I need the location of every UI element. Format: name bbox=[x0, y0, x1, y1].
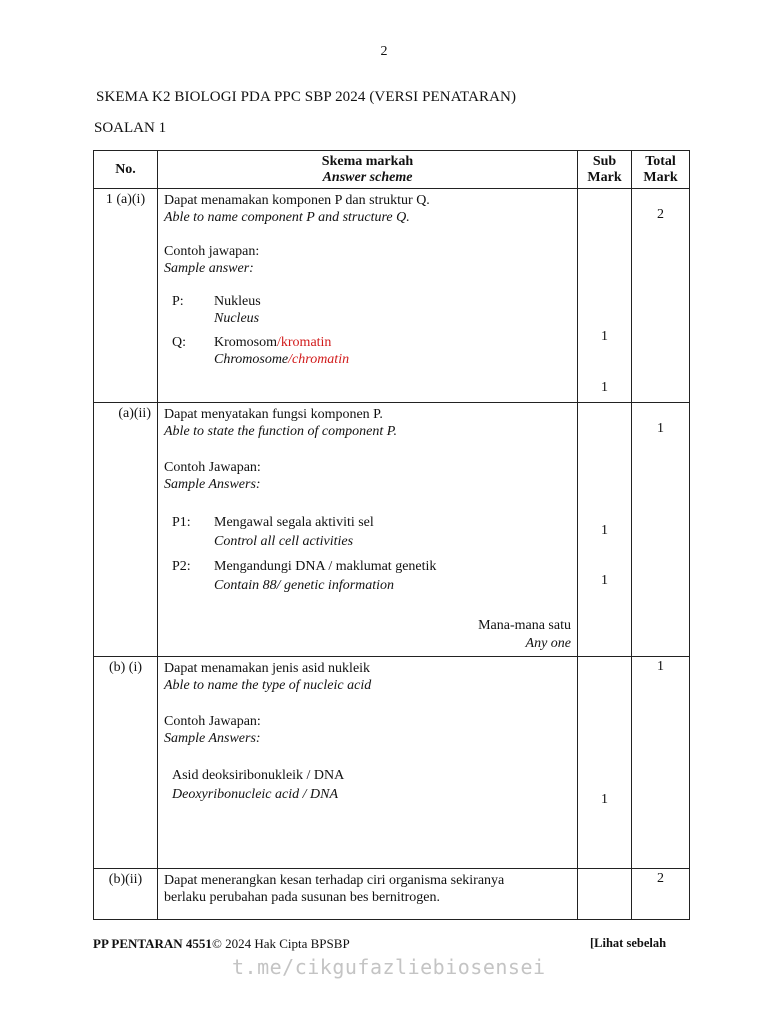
item-en-correction: /chromatin bbox=[288, 352, 350, 367]
answer-scheme-cell bbox=[158, 869, 577, 906]
table-row bbox=[94, 869, 690, 920]
example-en: Sample Answers: bbox=[164, 477, 261, 492]
criterion-ms: Dapat menamakan jenis asid nukleik bbox=[164, 661, 371, 676]
item-label: P1: bbox=[172, 515, 191, 530]
item-en: Control all cell activities bbox=[214, 534, 354, 549]
answer-item bbox=[164, 334, 577, 368]
header-sub-2: Mark bbox=[587, 169, 622, 185]
header-total-2: Mark bbox=[643, 169, 678, 185]
section-heading: SOALAN 1 bbox=[94, 120, 167, 136]
criterion-en: Able to name the type of nucleic acid bbox=[164, 678, 372, 693]
total-mark: 1 bbox=[657, 421, 664, 436]
answer-item bbox=[164, 767, 577, 803]
item-ms: Kromosom bbox=[214, 335, 277, 350]
item-ms: Mengawal segala aktiviti sel bbox=[214, 515, 374, 530]
answer-item bbox=[164, 293, 577, 327]
item-label: P2: bbox=[172, 559, 191, 574]
example-ms: Contoh jawapan: bbox=[164, 244, 260, 259]
header-sub-1: Sub bbox=[592, 153, 617, 169]
answer-item bbox=[164, 514, 577, 550]
any-one-ms: Mana-mana satu bbox=[478, 618, 571, 633]
item-label: Q: bbox=[172, 335, 186, 350]
footer-copyright-text: © 2024 Hak Cipta BPSBP bbox=[211, 936, 350, 951]
example-ms: Contoh Jawapan: bbox=[164, 460, 261, 475]
sub-mark: 1 bbox=[601, 792, 608, 807]
answer-ms: Asid deoksiribonukleik / DNA bbox=[172, 768, 345, 783]
footer-next-page: [Lihat sebelah bbox=[590, 936, 667, 950]
criterion-ms: berlaku perubahan pada susunan bes bernitrogen. bbox=[164, 890, 441, 905]
table-row bbox=[94, 657, 690, 869]
item-ms: Nukleus bbox=[214, 294, 261, 309]
sub-mark: 1 bbox=[601, 329, 608, 344]
item-en: Chromosome bbox=[214, 352, 289, 367]
item-label: P: bbox=[172, 294, 184, 309]
item-en: Contain 88/ genetic information bbox=[214, 578, 395, 593]
total-mark: 2 bbox=[657, 871, 664, 886]
header-total-1: Total bbox=[645, 153, 676, 169]
item-en: Nucleus bbox=[214, 311, 260, 326]
answer-en: Deoxyribonucleic acid / DNA bbox=[172, 787, 339, 802]
header-scheme-ms: Skema markah bbox=[321, 153, 414, 169]
footer-copyright bbox=[93, 936, 350, 952]
total-mark: 2 bbox=[657, 207, 664, 222]
criterion-ms: Dapat menyatakan fungsi komponen P. bbox=[164, 407, 383, 422]
answer-scheme-cell bbox=[158, 403, 577, 594]
marking-scheme-table bbox=[93, 150, 690, 920]
table-row bbox=[94, 403, 690, 657]
item-ms: Mengandungi DNA / maklumat genetik bbox=[214, 559, 437, 574]
table-row bbox=[94, 189, 690, 403]
page-number: 2 bbox=[380, 44, 388, 59]
example-en: Sample Answers: bbox=[164, 731, 261, 746]
example-ms: Contoh Jawapan: bbox=[164, 714, 261, 729]
question-number: (b) (i) bbox=[108, 660, 143, 675]
any-one-note bbox=[478, 617, 571, 653]
criterion-en: Able to state the function of component P. bbox=[164, 424, 398, 439]
table-header-row bbox=[94, 151, 690, 189]
total-mark: 1 bbox=[657, 659, 664, 674]
answer-scheme-cell bbox=[158, 657, 577, 803]
answer-scheme-cell bbox=[158, 189, 577, 368]
example-en: Sample answer: bbox=[164, 261, 254, 276]
sub-mark: 1 bbox=[601, 380, 608, 395]
header-total-mark bbox=[632, 151, 690, 189]
header-scheme-en: Answer scheme bbox=[322, 169, 413, 185]
header-sub-mark bbox=[578, 151, 632, 189]
header-scheme bbox=[158, 151, 578, 189]
criterion-ms: Dapat menamakan komponen P dan struktur Q. bbox=[164, 193, 430, 208]
question-number: 1 (a)(i) bbox=[105, 192, 146, 207]
criterion-en: Able to name component P and structure Q. bbox=[164, 210, 410, 225]
watermark: t.me/cikgufazliebiosensei bbox=[232, 955, 546, 979]
header-no: No. bbox=[94, 151, 158, 189]
question-number: (a)(ii) bbox=[118, 406, 151, 421]
sub-mark: 1 bbox=[601, 573, 608, 588]
any-one-en: Any one bbox=[525, 636, 571, 651]
item-ms-correction: /kromatin bbox=[277, 335, 332, 350]
footer-code: PP PENTARAN 4551 bbox=[93, 936, 212, 951]
criterion-ms: Dapat menerangkan kesan terhadap ciri organisma sekiranya bbox=[164, 873, 505, 888]
document-title: SKEMA K2 BIOLOGI PDA PPC SBP 2024 (VERSI PENATARAN) bbox=[96, 89, 517, 105]
answer-item bbox=[164, 558, 577, 594]
question-number: (b)(ii) bbox=[108, 872, 143, 887]
sub-mark: 1 bbox=[601, 523, 608, 538]
